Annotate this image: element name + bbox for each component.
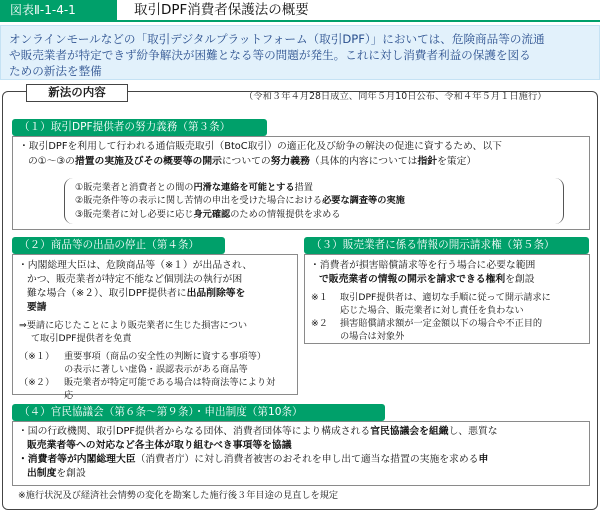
s2-line-4-bold: 要請	[27, 302, 47, 313]
measure-1-bold: 円滑な連絡を可能とする	[193, 182, 295, 193]
s3-note-1-marker: ※１	[311, 292, 328, 303]
intro-line-1: オンラインモールなどの「取引デジタルプラットフォーム（取引DPF）」においては、危険商品等の流通	[9, 32, 545, 46]
measure-3-pre: ③販売業者に対し必要に応じ	[75, 208, 194, 220]
s3-bullet-line-2	[319, 273, 589, 287]
measure-1-pre: ①販売業者と消費者との間の	[75, 182, 194, 193]
measure-item-3	[75, 208, 563, 221]
s4-bullet-2-line-1	[18, 453, 588, 467]
s2-consequence-line-2: て取引DPF提供者を免責	[31, 333, 132, 344]
s1-text-e: （具体的内容については	[309, 156, 418, 167]
s1-text-b: 措置の実施及びその概要等の開示	[74, 156, 222, 167]
s2-note-2-line-2: 応	[64, 390, 74, 401]
s2-note-2-marker: （※２）	[19, 377, 55, 388]
s3-line-2-post: を創設	[505, 274, 535, 285]
s4-bullet-2-line-2	[27, 467, 587, 481]
s1-text-g: を策定）	[437, 156, 477, 167]
figure-title: 取引DPF消費者保護法の概要	[134, 2, 309, 18]
s2-consequence-line-1: ⇒要請に応じたことにより販売業者に生じた損害につい	[19, 320, 248, 331]
s4-b1-d: 販売業者等への対応など	[27, 440, 135, 451]
s4-b2-e: 出制度	[27, 468, 57, 479]
s3-bullet-line-1: ・消費者が損害賠償請求等を行う場合に必要な範囲	[310, 260, 536, 271]
s1-text-a: の①～③の	[28, 156, 75, 167]
section-1-body-line-2	[28, 155, 588, 169]
s2-note-1-line-2: の表示に著しい虚偽・誤認表示がある商品等	[64, 364, 248, 375]
s2-note-1-line-1: 重要事項（商品の安全性の判断に資する事項等）	[64, 351, 267, 362]
s4-b1-b: 官民協議会を組織	[370, 426, 449, 437]
measure-item-1	[75, 181, 563, 194]
s3-note-2-line-1: 損害賠償請求額が一定金額以下の場合や不正目的	[340, 318, 543, 329]
section-1-body-line-1: ・取引DPFを利用して行われる通信販売取引（BtoC取引）の適正化及び紛争の解決の促進に資するため、以下	[19, 141, 502, 152]
s2-note-2-line-1: 販売業者が特定可能である場合は特商法等により対	[64, 377, 276, 388]
s4-bullet-1-line-2	[27, 439, 587, 453]
s4-b2-f: を創設	[56, 468, 86, 479]
s2-bullet-line-4	[27, 301, 297, 315]
s4-b2-b: （消費者庁）	[135, 454, 195, 465]
review-footnote: ※施行状況及び経済社会情勢の変化を勘案した施行後３年目途の見直しを規定	[18, 490, 339, 501]
s4-b2-c: に対し消費者被害のおそれを申し出て適当な措置の実施を求める	[194, 454, 479, 465]
s4-b1-a: ・国の行政機関、取引DPF提供者からなる団体、消費者団体等により構成される	[18, 426, 371, 437]
measure-2-pre: ②販売条件等の表示に関し苦情の申出を受けた場合における	[75, 195, 323, 207]
section-1-heading: （１）取引DPF提供者の努力義務（第３条）	[12, 119, 267, 136]
s2-line-3-b: 出品削除等を	[186, 288, 246, 299]
new-law-tab: 新法の内容	[26, 84, 128, 102]
figure-header	[0, 0, 600, 22]
intro-summary	[0, 25, 600, 80]
s2-bullet-line-3	[27, 287, 297, 301]
s2-line-3-a: 難な場合（※２）、取引DPF提供者に	[27, 288, 187, 299]
figure-label: 図表Ⅱ-1-4-1	[0, 0, 117, 20]
s2-note-1-marker: （※１）	[19, 351, 55, 362]
intro-line-3: ための新法を整備	[9, 64, 102, 78]
s3-note-1-line-2: 応じた場合、販売業者に対し責任を負わない	[340, 305, 524, 316]
measure-2-bold: 必要な調査等の実施	[322, 195, 405, 207]
measure-item-2	[75, 194, 563, 207]
s3-note-1-line-1: 取引DPF提供者は、適切な手順に従って開示請求に	[340, 292, 551, 303]
enactment-date-note: （令和３年４月28日成立、同年５月10日公布、令和４年５月１日施行）	[244, 91, 547, 102]
section-3-heading: （３）販売業者に係る情報の開示請求権（第５条）	[304, 237, 589, 254]
s2-bullet-line-1: ・内閣総理大臣は、危険商品等（※１）が出品され、	[18, 260, 253, 271]
measures-bracket	[64, 178, 564, 224]
s3-line-2-bold: で販売業者の情報の開示を請求できる権利	[319, 274, 506, 285]
s4-b1-e: 各主体が取り組むべき事項等を協議	[134, 440, 292, 451]
s4-b2-a: ・消費者等が内閣総理大臣	[18, 454, 136, 465]
intro-line-2: や販売業者が特定できず紛争解決が困難となる等の問題が発生。これに対し消費者利益の保護を図る	[9, 48, 531, 62]
s4-bullet-1-line-1	[18, 425, 588, 439]
s1-text-d: 努力義務	[270, 156, 310, 167]
s3-note-2-marker: ※２	[311, 318, 328, 329]
s3-note-2-line-2: の場合は対象外	[340, 331, 405, 342]
s4-b1-c: し、悪質な	[448, 426, 498, 437]
s2-bullet-line-2: かつ、販売業者が特定不能など個別法の執行が困	[27, 274, 243, 285]
s4-b2-d: 申	[478, 454, 489, 465]
section-4-heading: （４）官民協議会（第６条～第９条）・申出制度（第10条）	[12, 404, 385, 421]
s1-text-f: 指針	[417, 156, 438, 167]
measure-1-post: 措置	[294, 182, 313, 193]
s1-text-c: についての	[221, 156, 271, 167]
header-rule	[0, 20, 600, 22]
measure-3-bold: 身元確認	[193, 208, 231, 220]
measure-3-post: のための情報提供を求める	[230, 208, 341, 220]
section-2-heading: （２）商品等の出品の停止（第４条）	[12, 237, 225, 254]
